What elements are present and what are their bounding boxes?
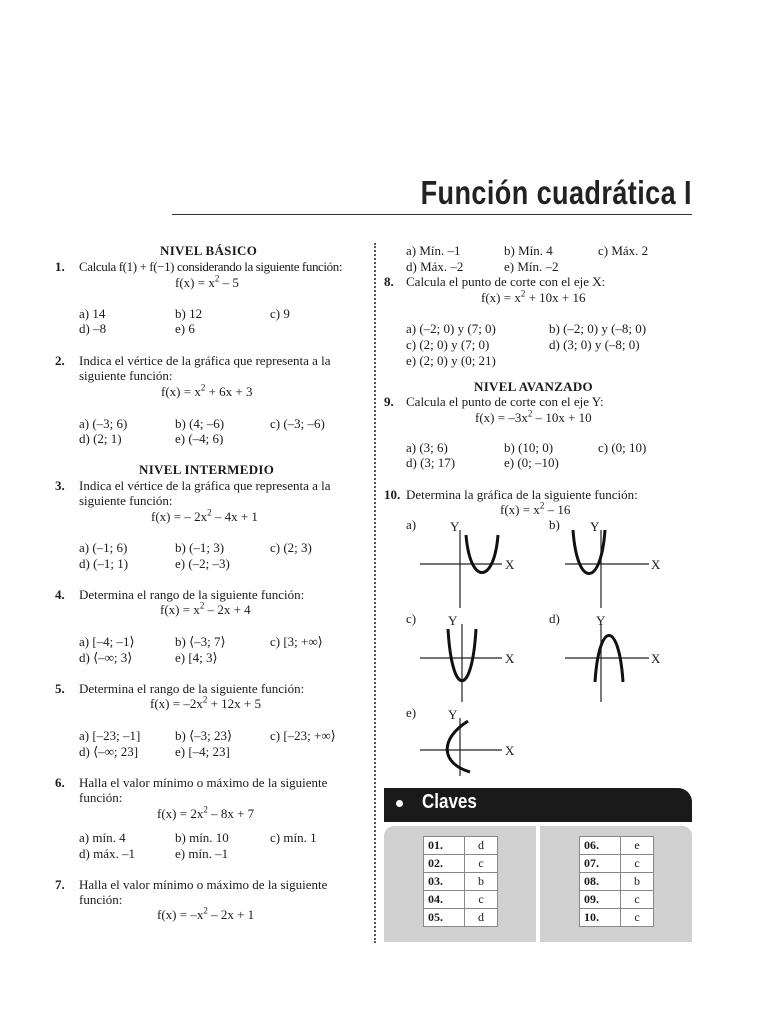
table-row	[580, 837, 654, 855]
option: b) ⟨–3; 7⟩	[175, 634, 226, 649]
option: a) (3; 6)	[406, 440, 448, 455]
graph-option-label: d)	[549, 611, 560, 626]
graph-c	[420, 624, 510, 704]
option: d) (–1; 1)	[79, 556, 129, 571]
key-number: 06.	[580, 837, 621, 855]
question-number: 4.	[55, 587, 65, 602]
key-answer: d	[465, 837, 498, 855]
option: d) (3; 17)	[406, 455, 456, 470]
function-formula: $f(x) = x^2 - 2x + 4$	[160, 600, 251, 617]
title-rule	[172, 214, 692, 215]
claves-table-left	[423, 836, 498, 927]
table-row	[580, 855, 654, 873]
key-answer: e	[621, 837, 654, 855]
x-axis-label: X	[505, 743, 515, 758]
option: b) (–1; 3)	[175, 540, 225, 555]
table-row	[580, 909, 654, 927]
question-text: Indica el vértice de la gráfica que representa a la	[79, 478, 331, 493]
option: c) (–3; –6)	[270, 416, 325, 431]
option: c) (2; 0) y (7; 0)	[406, 337, 490, 352]
key-answer: b	[465, 873, 498, 891]
function-formula: $f(x) = x^2 - 16$	[500, 500, 571, 517]
option: e) (–4; 6)	[175, 431, 224, 446]
table-row	[424, 837, 498, 855]
option: a) [–23; –1]	[79, 728, 141, 743]
key-number: 07.	[580, 855, 621, 873]
function-formula: $f(x) = x^2 + 10x + 16$	[481, 288, 586, 305]
question-number: 2.	[55, 353, 65, 368]
bullet-icon	[396, 800, 403, 807]
graph-b	[565, 530, 655, 610]
graph-option-label: e)	[406, 705, 417, 720]
function-formula: $f(x) = -3x^2 - 10x + 10$	[475, 408, 592, 425]
option: e) (0; –10)	[504, 455, 559, 470]
option: c) [3; +∞⟩	[270, 634, 323, 649]
key-number: 10.	[580, 909, 621, 927]
option: b) ⟨–3; 23⟩	[175, 728, 233, 743]
option: a) [–4; –1⟩	[79, 634, 135, 649]
level-heading-advanced: NIVEL AVANZADO	[474, 379, 593, 394]
question-number: 8.	[384, 274, 394, 289]
graph-a	[420, 530, 510, 610]
graph-d	[565, 624, 655, 704]
table-row	[424, 873, 498, 891]
graph-option-label: b)	[549, 517, 560, 532]
option: b) mín. 10	[175, 830, 229, 845]
table-row	[580, 873, 654, 891]
y-axis-label: Y	[596, 613, 606, 628]
question-number: 6.	[55, 775, 65, 790]
key-answer: c	[465, 891, 498, 909]
function-formula: $f(x) = -x^2 - 2x + 1$	[157, 905, 255, 922]
option: d) (3; 0) y (–8; 0)	[549, 337, 640, 352]
function-formula: f(x) = – $2x^2 - 4x + 1$	[151, 507, 258, 524]
claves-table-right	[579, 836, 654, 927]
key-number: 03.	[424, 873, 465, 891]
claves-title: Claves	[422, 791, 477, 813]
option: d) máx. –1	[79, 846, 135, 861]
option: e) mín. –1	[175, 846, 229, 861]
key-answer: c	[465, 855, 498, 873]
x-axis-label: X	[505, 557, 515, 572]
key-answer: d	[465, 909, 498, 927]
function-formula: $f(x) = -2x^2 + 12x + 5$	[150, 694, 261, 711]
x-axis-label: X	[651, 651, 661, 666]
option: b) (10; 0)	[504, 440, 554, 455]
option: d) ⟨–∞; 23]	[79, 744, 139, 759]
option: d) ⟨–∞; 3⟩	[79, 650, 133, 665]
question-number: 10.	[384, 487, 401, 502]
y-axis-label: Y	[590, 519, 600, 534]
option: e) (2; 0) y (0; 21)	[406, 353, 496, 368]
question-text: Determina el rango de la siguiente función:	[79, 681, 305, 696]
option: a) (–2; 0) y (7; 0)	[406, 321, 496, 336]
x-axis-label: X	[651, 557, 661, 572]
question-number: 3.	[55, 478, 65, 493]
option: b) Mín. 4	[504, 243, 553, 258]
y-axis-label: Y	[448, 707, 458, 722]
key-number: 02.	[424, 855, 465, 873]
question-text: Calcula el punto de corte con el eje Y:	[406, 394, 604, 409]
option: a) Mín. –1	[406, 243, 461, 258]
graph-e	[420, 718, 510, 778]
function-formula: $f(x) = x^2 - 5$	[175, 273, 239, 290]
option: d) –8	[79, 321, 107, 336]
question-text: siguiente función:	[79, 368, 173, 383]
question-text: Determina la gráfica de la siguiente función:	[406, 487, 638, 502]
option: d) (2; 1)	[79, 431, 122, 446]
question-text: Calcula el punto de corte con el eje X:	[406, 274, 606, 289]
option: a) mín. 4	[79, 830, 126, 845]
question-text: función:	[79, 892, 123, 907]
question-text: función:	[79, 790, 123, 805]
key-answer: c	[621, 855, 654, 873]
option: e) Mín. –2	[504, 259, 559, 274]
column-divider	[374, 243, 376, 943]
option: a) (–1; 6)	[79, 540, 128, 555]
option: b) (–2; 0) y (–8; 0)	[549, 321, 647, 336]
key-number: 08.	[580, 873, 621, 891]
question-text: Calcula f(1) + f(−1) considerando la siguiente función:	[79, 259, 343, 274]
option: c) Máx. 2	[598, 243, 649, 258]
table-row	[580, 891, 654, 909]
table-row	[424, 909, 498, 927]
question-number: 5.	[55, 681, 65, 696]
option: e) 6	[175, 321, 195, 336]
option: e) (–2; –3)	[175, 556, 230, 571]
graph-option-label: c)	[406, 611, 417, 626]
key-number: 05.	[424, 909, 465, 927]
key-answer: c	[621, 909, 654, 927]
option: b) (4; –6)	[175, 416, 225, 431]
question-number: 1.	[55, 259, 65, 274]
option: d) Máx. –2	[406, 259, 464, 274]
option: e) [4; 3⟩	[175, 650, 218, 665]
function-formula: $f(x) = x^2 + 6x + 3$	[161, 382, 253, 399]
y-axis-label: Y	[448, 613, 458, 628]
option: c) (2; 3)	[270, 540, 312, 555]
option: c) mín. 1	[270, 830, 317, 845]
graph-option-label: a)	[406, 517, 417, 532]
question-number: 9.	[384, 394, 394, 409]
key-answer: b	[621, 873, 654, 891]
option: c) (0; 10)	[598, 440, 647, 455]
question-text: Determina el rango de la siguiente función:	[79, 587, 305, 602]
level-heading-basic: NIVEL BÁSICO	[160, 243, 258, 258]
x-axis-label: X	[505, 651, 515, 666]
key-number: 09.	[580, 891, 621, 909]
question-text: Halla el valor mínimo o máximo de la siguiente	[79, 877, 328, 892]
y-axis-label: Y	[450, 519, 460, 534]
question-text: Halla el valor mínimo o máximo de la siguiente	[79, 775, 328, 790]
option: c) 9	[270, 306, 290, 321]
table-row	[424, 855, 498, 873]
option: a) (–3; 6)	[79, 416, 128, 431]
key-answer: c	[621, 891, 654, 909]
table-row	[424, 891, 498, 909]
option: c) [–23; +∞⟩	[270, 728, 336, 743]
question-text: siguiente función:	[79, 493, 173, 508]
key-number: 01.	[424, 837, 465, 855]
page-title: Función cuadrática I	[420, 174, 692, 211]
question-text: Indica el vértice de la gráfica que representa a la	[79, 353, 331, 368]
option: e) [–4; 23]	[175, 744, 230, 759]
option: b) 12	[175, 306, 203, 321]
option: a) 14	[79, 306, 106, 321]
key-number: 04.	[424, 891, 465, 909]
function-formula: $f(x) = 2x^2 - 8x + 7$	[157, 804, 255, 821]
level-heading-intermediate: NIVEL INTERMEDIO	[139, 462, 275, 477]
question-number: 7.	[55, 877, 65, 892]
